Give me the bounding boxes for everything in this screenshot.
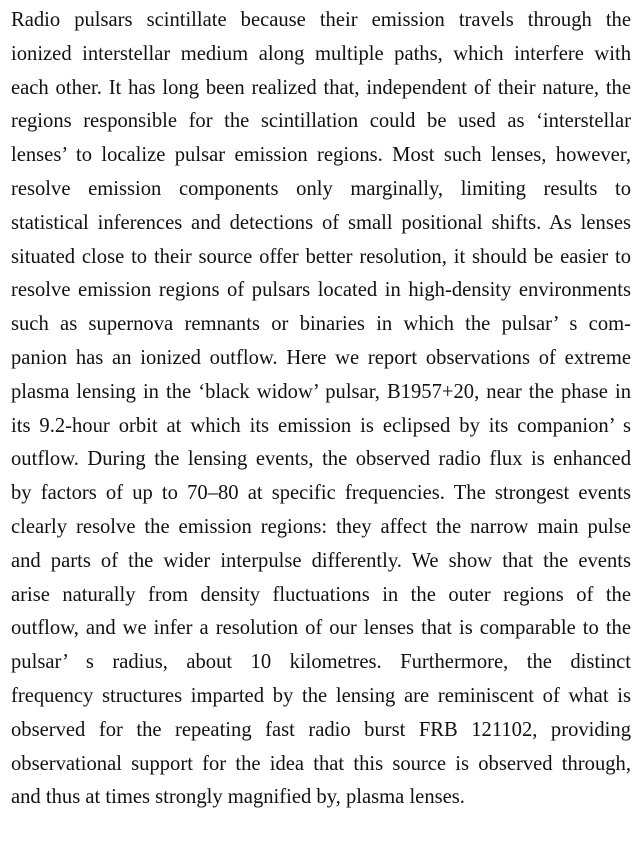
text-line: and thus at times strongly magnified by, plasma lenses. [11,786,465,809]
text-line: panion has an ionized outflow. Here we report observations of extreme [11,346,631,369]
text-line: lenses’ to localize pulsar emission regions. Most such lenses, however, [11,144,631,167]
text-line: plasma lensing in the ‘black widow’ pulsar, B1957+20, near the phase in [11,380,631,403]
text-line: ionized interstellar medium along multiple paths, which interfere with [11,42,631,65]
text-line: by factors of up to 70–80 at specific frequencies. The strongest events [11,482,631,505]
abstract-paragraph [11,4,631,815]
text-line: statistical inferences and detections of small positional shifts. As lenses [11,211,631,234]
text-line: and parts of the wider interpulse differently. We show that the events [11,549,631,572]
text-line: outflow, and we infer a resolution of our lenses that is comparable to the [11,617,631,640]
text-line: pulsar’ s radius, about 10 kilometres. Furthermore, the distinct [11,651,631,674]
text-line: each other. It has long been realized that, independent of their nature, the [11,76,631,99]
text-line: arise naturally from density fluctuations in the outer regions of the [11,583,631,606]
text-line: observed for the repeating fast radio burst FRB 121102, providing [11,718,631,741]
text-line: its 9.2-hour orbit at which its emission is eclipsed by its companion’ s [11,414,631,437]
text-line: Radio pulsars scintillate because their emission travels through the [11,9,631,31]
text-line: observational support for the idea that this source is observed through, [11,752,631,775]
text-line: frequency structures imparted by the lensing are reminiscent of what is [11,684,631,707]
text-line: outflow. During the lensing events, the observed radio flux is enhanced [11,448,631,471]
text-line: resolve emission regions of pulsars located in high-density environments [11,279,631,302]
text-line: clearly resolve the emission regions: they affect the narrow main pulse [11,515,631,538]
text-line: situated close to their source offer better resolution, it should be easier to [11,245,631,268]
text-line: resolve emission components only marginally, limiting results to [11,177,631,200]
text-line: regions responsible for the scintillation could be used as ‘interstellar [11,110,631,133]
text-line: such as supernova remnants or binaries in which the pulsar’ s com- [11,313,631,336]
